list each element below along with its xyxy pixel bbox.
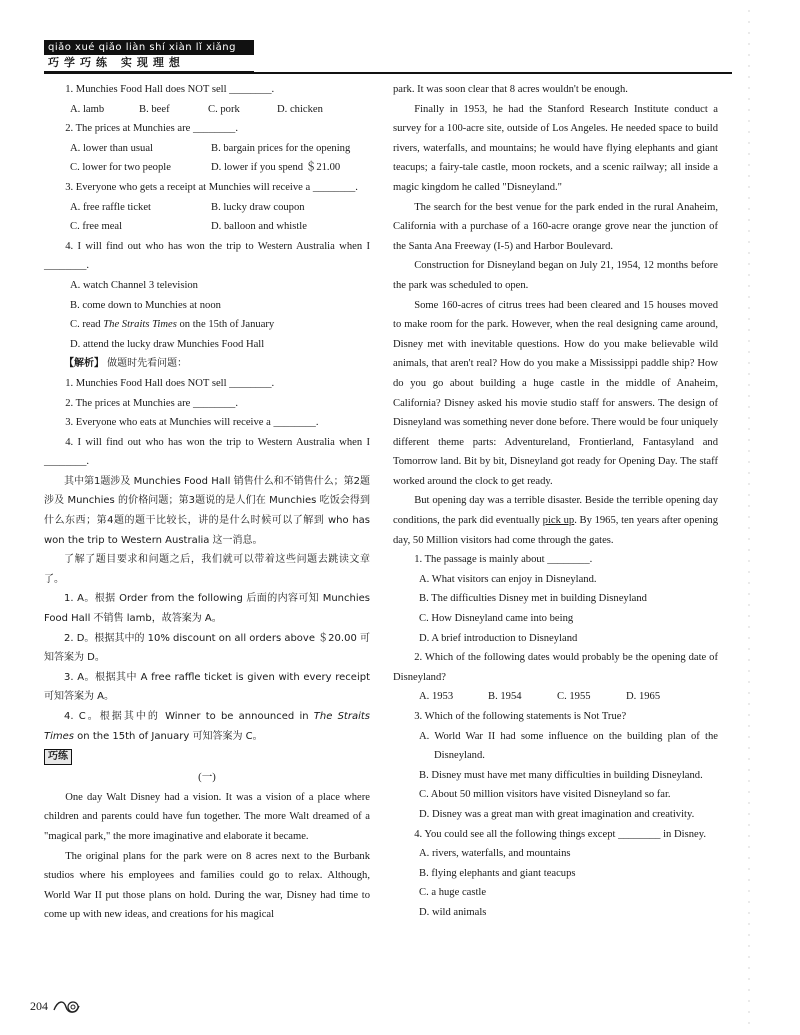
decorative-swirl-icon <box>52 998 82 1016</box>
passage-paragraph: The search for the best venue for the park ended in the rural Anaheim, California with a purchase of a 160-acre orange grove near the junction of the Santa Ana Freeway (I-5) and Harbor Boulevard. <box>393 201 718 252</box>
option: B. bargain prices for the opening <box>211 142 351 154</box>
restated-question: 4. I will find out who has won the trip to Western Australia when I ________. <box>44 436 370 468</box>
passage-paragraph: park. It was soon clear that 8 acres wouldn't be enough. <box>393 84 628 95</box>
question-4: 4. I will find out who has won the trip to Western Australia when I ________. <box>44 240 370 272</box>
option: B. 1954 <box>488 691 522 703</box>
underlined-phrase: pick up <box>542 515 575 527</box>
option: C. lower for two people <box>70 162 171 174</box>
option: C. free meal <box>70 221 123 233</box>
passage-paragraph: Construction for Disneyland began on July 21, 1954, 12 months before the park was scheduled to open. <box>393 260 718 291</box>
analysis-paragraph: 其中第1题涉及 Munchies Food Hall 销售什么和不销售什么；第2题涉及 Munchies 的价格问题；第3题说的是人们在 Munchies 吃饭会得到什么东西；第4题的题干比较长，讲的是什么时候可以了解到 who has won the trip to Western Australia 这一消息。 <box>44 475 370 546</box>
option: D. balloon and whistle <box>211 221 307 233</box>
question-3-options <box>44 217 370 237</box>
question-3-options <box>44 198 370 218</box>
right-column <box>393 80 718 923</box>
option: D. A brief introduction to Disneyland <box>419 632 578 644</box>
option: C. 1955 <box>557 691 591 703</box>
passage-paragraph: Some 160-acres of citrus trees had been cleared and 15 houses moved to make room for the park. However, when the real designing came around, Disney met with inevitable questions. How do you make believable wild animals, that aren't real? How do you make a Mississippi paddle ship? How do you go about building a huge castle in the middle of Anaheim, California? Disney asked his movie studio staff for answers. The design of Disneyland was something never done before. There would be four uniquely different theme parts: Adventureland, Frontierland, Fantasyland and Tomorrow land. Bit by bit, Disneyland got ready for Opening Day. The staff worked around the clock to get ready. <box>393 299 718 487</box>
option: D. chicken <box>277 103 323 115</box>
option: A. lower than usual <box>70 142 153 154</box>
page-number: 204 <box>30 999 48 1013</box>
analysis-heading: 【解析】 做题时先看问题： <box>64 358 188 370</box>
question-2-options <box>44 139 370 159</box>
question-4: 4. You could see all the following things except ________ in Disney. <box>414 828 706 840</box>
running-header <box>44 40 254 73</box>
answer-2: 2. D。根据其中的 10% discount on all orders above ＄20.00 可知答案为 D。 <box>44 632 370 664</box>
option: A. lamb <box>70 103 105 115</box>
restated-question: 1. Munchies Food Hall does NOT sell ________. <box>65 377 275 389</box>
practice-tag-wrap <box>44 746 370 768</box>
question-2-options <box>393 687 718 707</box>
header-pinyin: qiǎo xué qiǎo liàn shí xiàn lǐ xiǎng <box>44 40 254 55</box>
question-3: 3. Which of the following statements is Not True? <box>414 711 627 722</box>
option: C. a huge castle <box>419 887 487 899</box>
question-3: 3. Everyone who gets a receipt at Munchies will receive a ________. <box>65 181 358 193</box>
practice-tag: 巧练 <box>44 749 72 765</box>
question-1-options <box>44 100 370 120</box>
option: A. free raffle ticket <box>70 201 151 213</box>
answer-1: 1. A。根据 Order from the following 后面的内容可知 Munchies Food Hall 不销售 lamb，故答案为 A。 <box>44 593 370 625</box>
question-2: 2. The prices at Munchies are ________. <box>65 123 238 135</box>
option: D. wild animals <box>419 906 487 918</box>
question-1: 1. Munchies Food Hall does NOT sell ________. <box>65 84 275 95</box>
option: D. 1965 <box>626 691 661 703</box>
option: B. beef <box>139 103 170 115</box>
option: B. Disney must have met many difficulties in building Disneyland. <box>419 769 703 781</box>
answer-4: 4. C。根据其中的 Winner to be announced in The Straits Times on the 15th of January 可知答案为 C。 <box>44 711 370 742</box>
option: C. pork <box>208 103 240 115</box>
question-2-options <box>44 158 370 178</box>
answer-3: 3. A。根据其中 A free raffle ticket is given with every receipt 可知答案为 A。 <box>44 671 370 703</box>
header-title: 巧学巧练 实现理想 <box>44 55 254 73</box>
section-number: (一) <box>198 772 216 784</box>
option: B. flying elephants and giant teacups <box>419 867 576 879</box>
passage-paragraph: One day Walt Disney had a vision. It was a vision of a place where children and parents could have fun together. The more Walt dreamed of a "magical park," the more imaginative and elaborate it became. <box>44 791 370 842</box>
option: D. lower if you spend ＄21.00 <box>211 162 341 174</box>
scan-edge-noise <box>746 0 752 1035</box>
analysis-paragraph: 了解了题目要求和问题之后，我们就可以带着这些问题去跳读文章了。 <box>44 554 370 585</box>
passage-paragraph: But opening day was a terrible disaster. Beside the terrible opening day conditions, the park did eventually pick up. By 1965, ten years after opening day, 50 Million visitors had come through the gates. <box>393 495 718 546</box>
question-1: 1. The passage is mainly about ________. <box>414 554 593 566</box>
option: D. Disney was a great man with great imagination and creativity. <box>419 808 695 820</box>
option: A. watch Channel 3 television <box>70 279 198 291</box>
page-footer <box>30 997 82 1017</box>
passage-paragraph: Finally in 1953, he had the Stanford Research Institute conduct a survey for a 100-acre site, outside of Los Angeles. He needed space to build rivers, waterfalls, and mountains; he would have flying elephants and giant teacups; a fairy-tale castle, moon rockets, and a scenic railway; all inside a magic kingdom he called "Disneyland." <box>393 103 718 193</box>
option: A. World War II had some influence on the building plan of the Disneyland. <box>419 730 718 762</box>
option: A. What visitors can enjoy in Disneyland. <box>419 573 597 585</box>
option: B. lucky draw coupon <box>211 201 305 213</box>
option: C. read The Straits Times on the 15th of January <box>70 319 275 331</box>
option: B. The difficulties Disney met in building Disneyland <box>419 593 647 605</box>
option: C. How Disneyland came into being <box>419 613 574 625</box>
passage-paragraph: The original plans for the park were on 8 acres next to the Burbank studios where his employees and families could go to relax. Although, World War II put those plans on hold. During the war, Disney had time to come up with new ideas, and creations for his magical <box>44 850 370 921</box>
option: D. attend the lucky draw Munchies Food Hall <box>70 338 265 350</box>
left-column <box>44 80 370 925</box>
header-rule <box>44 72 732 74</box>
option: C. About 50 million visitors have visited Disneyland so far. <box>419 789 671 801</box>
restated-question: 2. The prices at Munchies are ________. <box>65 397 238 409</box>
question-2: 2. Which of the following dates would probably be the opening date of Disneyland? <box>393 652 718 683</box>
option: A. rivers, waterfalls, and mountains <box>419 848 571 860</box>
option: B. come down to Munchies at noon <box>70 299 221 311</box>
option: A. 1953 <box>419 691 454 703</box>
restated-question: 3. Everyone who eats at Munchies will receive a ________. <box>65 417 319 429</box>
